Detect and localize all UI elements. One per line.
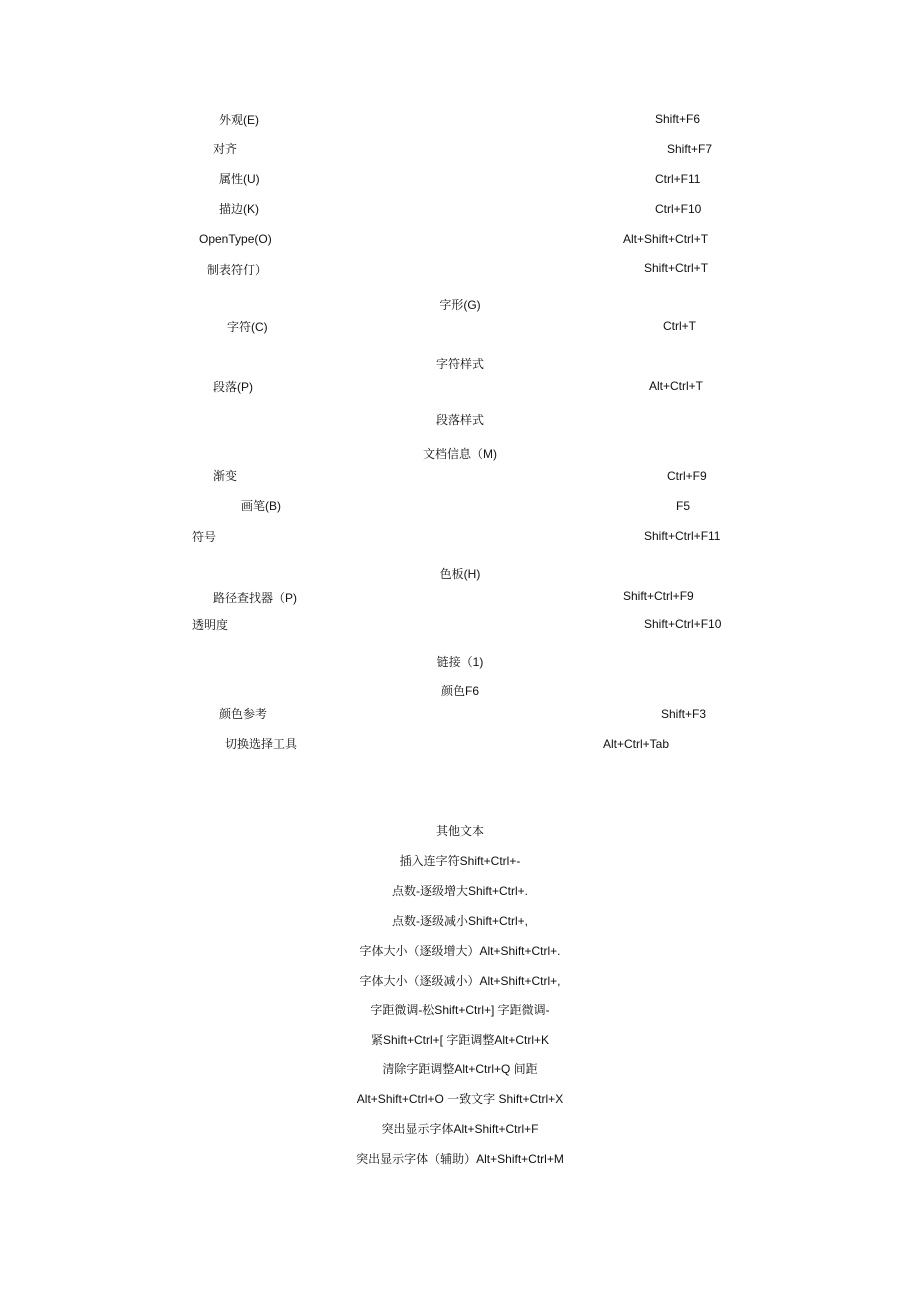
shortcut-label-brushes: 画笔(B) bbox=[241, 499, 281, 513]
shortcut-label-toggle-selection: 切换选择工具 bbox=[225, 737, 298, 751]
shortcut-label-pathfinder: 路径查找器（P) bbox=[213, 591, 298, 605]
text-line: 突出显示字体（辅助）Alt+Shift+Ctrl+M bbox=[356, 1152, 564, 1166]
shortcut-label-swatches: 色板(H) bbox=[439, 567, 481, 581]
text-line: 字体大小（逐级减小）Alt+Shift+Ctrl+, bbox=[359, 974, 561, 988]
shortcut-label-stroke: 描边(K) bbox=[219, 202, 259, 216]
text-line: 突出显示字体Alt+Shift+Ctrl+F bbox=[381, 1122, 539, 1136]
shortcut-label-gradient: 渐变 bbox=[213, 469, 238, 483]
shortcut-key-symbols: Shift+Ctrl+F11 bbox=[644, 529, 721, 543]
shortcut-label-symbols: 符号 bbox=[192, 530, 217, 544]
shortcut-key-color-guide: Shift+F3 bbox=[661, 707, 707, 721]
shortcut-key-tabs: Shift+Ctrl+T bbox=[644, 261, 709, 275]
shortcut-key-opentype: Alt+Shift+Ctrl+T bbox=[623, 232, 709, 246]
shortcut-key-stroke: Ctrl+F10 bbox=[655, 202, 702, 216]
section-heading: 其他文本 bbox=[435, 824, 484, 838]
shortcut-label-opentype: OpenType(O) bbox=[199, 232, 272, 246]
shortcut-label-paragraph: 段落(P) bbox=[213, 380, 253, 394]
shortcut-key-paragraph: Alt+Ctrl+T bbox=[649, 379, 704, 393]
shortcut-key-align: Shift+F7 bbox=[667, 142, 713, 156]
text-line: Alt+Shift+Ctrl+O 一致文字 Shift+Ctrl+X bbox=[356, 1092, 564, 1106]
shortcut-label-character-styles: 字符样式 bbox=[435, 357, 484, 371]
shortcut-label-paragraph-styles: 段落样式 bbox=[435, 413, 484, 427]
shortcut-key-attributes: Ctrl+F11 bbox=[655, 172, 701, 186]
text-line: 点数-逐级减小Shift+Ctrl+, bbox=[391, 914, 529, 928]
text-line: 插入连字符Shift+Ctrl+- bbox=[399, 854, 521, 868]
shortcut-key-transparency: Shift+Ctrl+F10 bbox=[644, 617, 722, 631]
shortcut-label-appearance: 外观(E) bbox=[219, 113, 259, 127]
shortcut-key-character: Ctrl+T bbox=[663, 319, 696, 333]
shortcut-key-toggle-selection: Alt+Ctrl+Tab bbox=[603, 737, 670, 751]
shortcut-label-links: 链接（1) bbox=[436, 655, 484, 669]
shortcut-label-color-guide: 颜色参考 bbox=[219, 707, 268, 721]
shortcut-label-align: 对齐 bbox=[213, 142, 238, 156]
shortcut-label-tabs: 制表符仃） bbox=[207, 263, 268, 277]
shortcut-label-character: 字符(C) bbox=[227, 320, 268, 334]
text-line: 字距微调-松Shift+Ctrl+] 字距微调- bbox=[370, 1003, 550, 1017]
text-line: 点数-逐级增大Shift+Ctrl+. bbox=[391, 884, 529, 898]
shortcut-key-appearance: Shift+F6 bbox=[655, 112, 701, 126]
shortcut-label-attributes: 属性(U) bbox=[219, 172, 260, 186]
text-line: 紧Shift+Ctrl+[ 字距调整Alt+Ctrl+K bbox=[370, 1033, 550, 1047]
text-line: 字体大小（逐级增大）Alt+Shift+Ctrl+. bbox=[359, 944, 561, 958]
shortcut-label-color: 颜色F6 bbox=[440, 684, 479, 698]
shortcut-label-transparency: 透明度 bbox=[192, 618, 229, 632]
shortcut-label-document-info: 文档信息（M) bbox=[423, 447, 497, 461]
text-line: 清除字距调整Alt+Ctrl+Q 间距 bbox=[382, 1062, 538, 1076]
shortcut-label-glyphs: 字形(G) bbox=[439, 298, 481, 312]
shortcut-key-gradient: Ctrl+F9 bbox=[667, 469, 707, 483]
shortcut-key-pathfinder: Shift+Ctrl+F9 bbox=[623, 589, 694, 603]
shortcut-key-brushes: F5 bbox=[676, 499, 691, 513]
